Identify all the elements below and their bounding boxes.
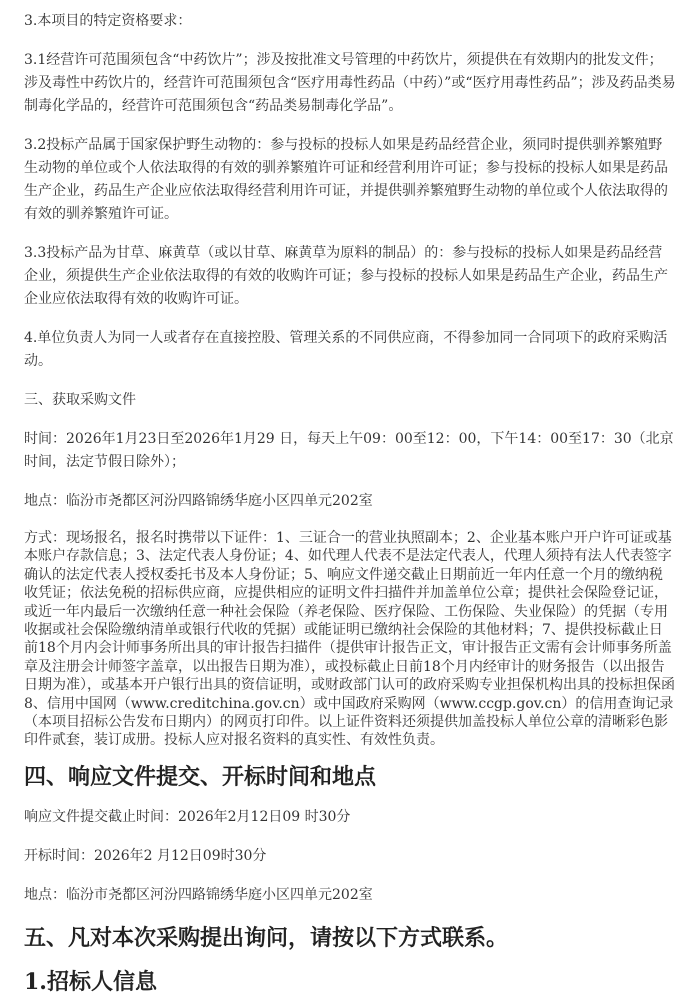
qualification-3-1: 3.1经营许可范围须包含“中药饮片”；涉及按批准文号管理的中药饮片，须提供在有效期内的批发文件；涉及毒性中药饮片的，经营许可范围须包含“医疗用毒性药品（中药）”或“医疗用毒性药品”；涉及药品类易制毒化学品的，经营许可范围须包含“药品类易制毒化学品”。 xyxy=(24,52,676,114)
opening-time: 开标时间：2026年2 月12日09时30分 xyxy=(24,847,267,864)
section-4-heading: 四、响应文件提交、开标时间和地点 xyxy=(24,763,377,790)
tenderer-info-heading: 1.招标人信息 xyxy=(24,968,157,995)
obtain-location: 地点：临汾市尧都区河汾四路锦绣华庭小区四单元202室 xyxy=(24,493,373,509)
obtain-time: 时间：2026年1月23日至2026年1月29 日，每天上午09：00至12：00，下午14：00至17：30（北京时间，法定节假日除外）； xyxy=(24,431,674,470)
document-body xyxy=(24,10,676,997)
qualification-4: 4.单位负责人为同一人或者存在直接控股、管理关系的不同供应商，不得参加同一合同项下的政府采购活动。 xyxy=(24,330,668,369)
obtain-method: 方式：现场报名，报名时携带以下证件：1、三证合一的营业执照副本；2、企业基本账户开户许可证或基本账户存款信息；3、法定代表人身份证；4、如代理人代表不是法定代表人，代理人须持有法人代表签字确认的法定代表人授权委托书及本人身份证；5、响应文件递交截止日期前近一年内任意一个月的缴纳税收凭证；依法免税的招标供应商，应提供相应的证明文件扫描件并加盖单位公章；提供社会保险登记证，或近一年内最后一次缴纳任意一种社会保险（养老保险、医疗保险、工伤保险、失业保险）的凭据（专用收据或社会保险缴纳清单或银行代收的凭据）或能证明已缴纳社会保险的其他材料；7、提供投标截止日前18个月内会计师事务所出具的审计报告扫描件（提供审计报告正文，审计报告正文需有会计师事务所盖章及注册会计师签字盖章，以出报告日期为准），或投标截止日前18个月内经审计的财务报告（以出报告日期为准），或基本开户银行出具的资信证明，或财政部门认可的政府采购专业担保机构出具的投标担保函8、信用中国网（www.creditchina.gov.cn）或中国政府采购网（www.ccgp.gov.cn）的信用查询记录（本项目招标公告发布日期内）的网页打印件。以上证件资料还须提供加盖投标人单位公章的清晰彩色影印件贰套，装订成册。投标人应对报名资料的真实性、有效性负责。 xyxy=(24,530,675,749)
qualification-3-3: 3.3投标产品为甘草、麻黄草（或以甘草、麻黄草为原料的制品）的：参与投标的投标人如果是药品经营企业，须提供生产企业依法取得的有效的收购许可证；参与投标的投标人如果是药品生产企业，药品生产企业应依法取得有效的收购许可证。 xyxy=(24,245,668,307)
section-3-title: 三、获取采购文件 xyxy=(24,392,136,408)
opening-location: 地点：临汾市尧都区河汾四路锦绣华庭小区四单元202室 xyxy=(24,886,373,903)
qualification-3-2: 3.2投标产品属于国家保护野生动物的：参与投标的投标人如果是药品经营企业，须同时提供驯养繁殖野生动物的单位或个人依法取得的有效的驯养繁殖许可证和经营利用许可证；参与投标的投标人如果是药品生产企业，药品生产企业应依法取得经营利用许可证，并提供驯养繁殖野生动物的单位或个人依法取得的有效的驯养繁殖许可证。 xyxy=(24,137,668,222)
submission-deadline: 响应文件提交截止时间：2026年2月12日09 时30分 xyxy=(24,808,351,825)
qualification-heading: 3.本项目的特定资格要求： xyxy=(24,13,192,29)
section-5-heading: 五、凡对本次采购提出询问，请按以下方式联系。 xyxy=(24,924,509,951)
